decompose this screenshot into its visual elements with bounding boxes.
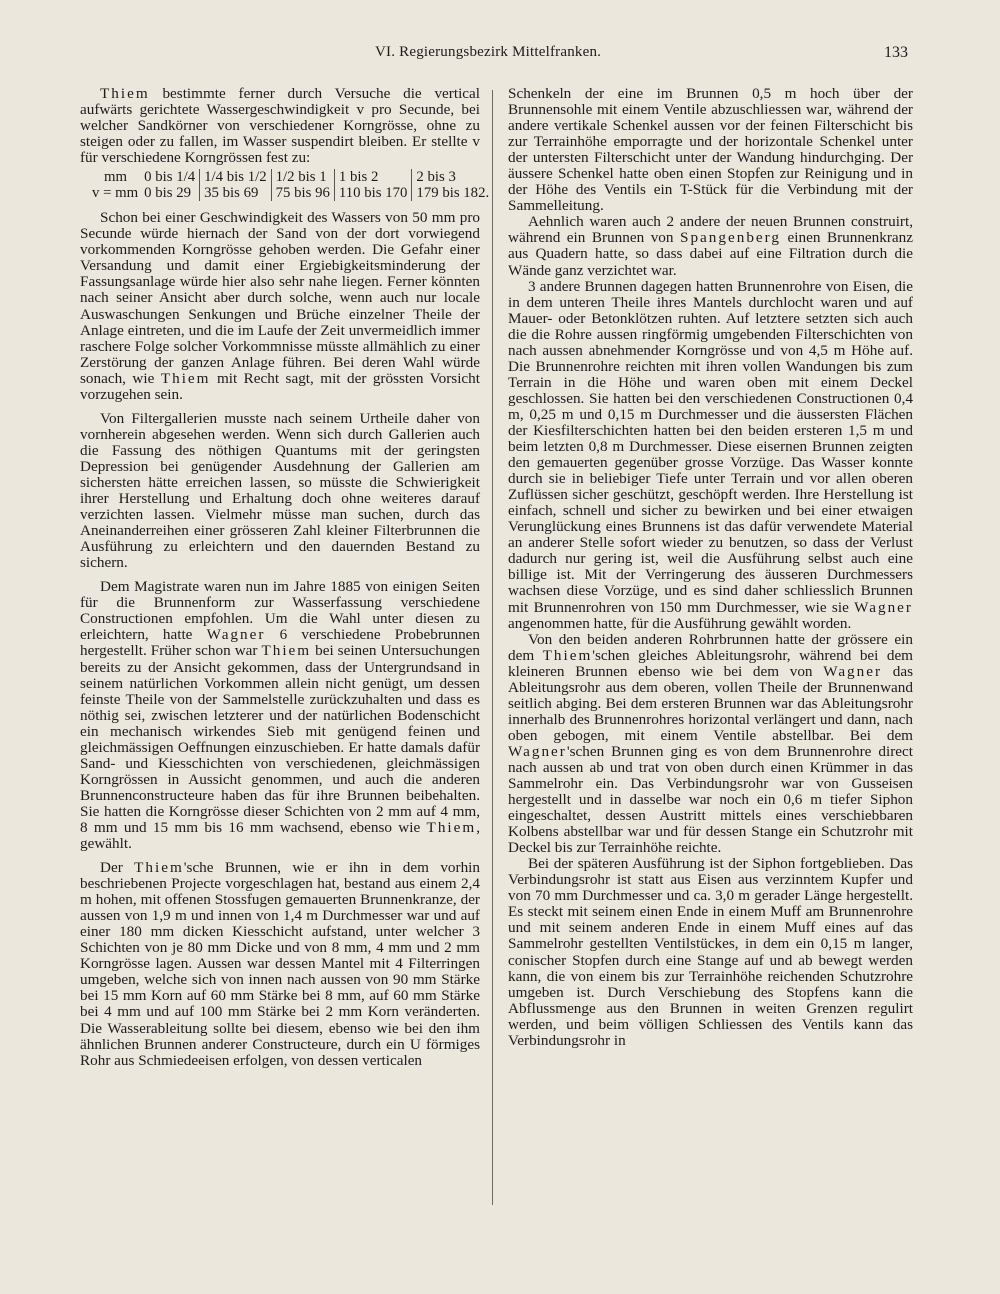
paragraph-schenkel: Schenkeln der eine im Brunnen 0,5 m hoch über der Brunnensohle mit einem Ventile abzuschliessen war, während der andere vertikale Schenkel aussen vor der feinen Filterschicht bis zur Terrainhöhe emporragte und der horizontale Schenkel unter der untersten Filterschicht unter der Wandung hindurchging. Der äussere Schenkel hatte oben einen Stopfen zur Reinigung und in der Höhe des Ventils ein T-Stück für die Verbindung mit der Sammelleitung. xyxy=(508,85,913,215)
author-name-thiem: Thiem xyxy=(542,646,593,664)
paragraph-text: 'schen Brunnen ging es von dem Brunnenrohre direct nach aussen ab und trat von oben durch einen Krümmer in das Sammelrohr ein. Das Verbindungsrohr war von Gusseisen hergestellt und in dasselbe war noch ein 0,6 m tiefer Siphon eingeschaltet, dessen Austritt mittels eines verschiebbaren Kolbens abstellbar war und für dessen Stange ein Schutzrohr mit Deckel bis zur Terrainhöhe reichte. xyxy=(508,742,913,857)
author-name-wagner: Wagner xyxy=(823,662,883,680)
table-cell: 1 bis 2 xyxy=(334,169,412,185)
table-row xyxy=(80,185,493,201)
paragraph-text: 'sche Brunnen, wie er ihn in dem vorhin beschriebenen Projecte vorgeschlagen hat, bestand aus einem 2,4 m hohen, mit offenen Stossfugen gemauerten Brunnenkranze, der aussen von 1,9 m und innen von 1,4 m Durchmesser war und auf einer 180 mm dicken Kiesschicht aufstand, unter welcher 3 Schichten von je 80 mm Dicke und von 8 mm, 4 mm und 2 mm Korngrösse lagen. Aussen war dessen Mantel mit 4 Filterringen umgeben, welche sich von innen nach aussen von 90 mm Stärke bei 15 mm Korn auf 60 mm Stärke bei 8 mm, auf 60 mm Stärke bei 4 mm und auf 100 mm Stärke bei 2 mm Korn veränderten. Die Wasserableitung sollte bei diesem, ebenso wie bei den ihm ähnlichen Brunnen anderer Constructeure, durch ein U förmiges Rohr aus Schmiedeeisen erfolgen, von dessen verticalen xyxy=(80,859,480,1069)
paragraph-text: bestimmte ferner durch Versuche die vertical aufwärts gerichtete Wassergeschwindigkeit v pro Secunde, bei welcher Sandkörner von verschiedener Korngrösse, ohne zu steigen oder zu fallen, im Wasser suspendirt bleiben. Er stellte v für verschiedene Korngrössen fest zu: xyxy=(80,85,480,167)
paragraph-text: Aehnlich waren auch 2 andere der neuen Brunnen construirt, während ein Brunnen von xyxy=(508,213,913,247)
paragraph-magistrate xyxy=(80,579,480,852)
row-label-grain-size: mm xyxy=(104,169,128,186)
paragraph-text: 3 andere Brunnen dagegen hatten Brunnenrohre von Eisen, die in dem unteren Theile ihres Mantels durchlocht waren und auf Mauer- oder Betonklötzen ruhten. Auf letztere setzten sich auch die die Rohre aussen ringförmig umgebenden Filterschichten von nach aussen abnehmender Korngrösse und von 4,5 m Höhe auf. Die Brunnenrohre reichten mit ihren vollen Wandungen bis zum Terrain in die Höhe und waren oben mit einem Deckel geschlossen. Sie hatten bei den verschiedenen Constructionen 0,4 m, 0,25 m und 0,15 m Durchmesser und die äussersten Flächen der Kiesfilterschichten hatten bei den beiden ersteren 1,5 m und beim letzten 0,8 m Durchmesser. Diese eisernen Brunnen zeigten den gemauerten gegenüber grosse Vorzüge. Das Wasser konnte durch sie in beliebiger Tiefe unter Terrain und vor allen oberen Zuflüssen sicher geschützt, geschöpft werden. Ihre Herstellung ist einfach, schnell und sicher zu bewirken und bei einer etwaigen Verunglückung eines Brunnens ist das dafür verwendete Material an anderer Stelle sofort wieder zu benutzen, so dass der Verlust dadurch nur gering ist, weil die Ausführung selbst auch eine billige ist. Mit der Verringerung des äusseren Durchmessers wachsen diese Vorzüge, und es sind daher schliesslich Brunnen mit Brunnenrohren von 150 mm Durchmesser, wie sie xyxy=(508,277,913,616)
author-name-spangenberg: Spangenberg xyxy=(680,229,782,247)
paragraph-eiserne-brunnen xyxy=(508,279,913,632)
author-name-thiem: Thiem xyxy=(100,85,150,102)
paragraph-text: Der xyxy=(100,859,135,877)
author-name-thiem: Thiem xyxy=(134,859,184,877)
table-cell: 179 bis 182. xyxy=(416,185,490,202)
table-cell: 2 bis 3 xyxy=(416,169,456,186)
row-label-velocity: v = mm xyxy=(92,185,139,202)
paragraph-filtergallerien: Von Filtergallerien musste nach seinem Urtheile daher von vornherein abgesehen werden. Wenn sich durch Gallerien auch die Fassung des nöthigen Quantums mit der geringsten Depression bei genügender Ausdehnung der Gallerien am sichersten hätte erreichen lassen, so müsste die Schwierigkeit ihrer Herstellung und Erhaltung doch ohne weiteres darauf verzichten lassen. Vielmehr müsse man suchen, durch das Aneinanderreihen einer grösseren Zahl kleiner Filterbrunnen die Ausführung zu erleichtern und den dauernden Bestand zu sichern. xyxy=(80,409,480,572)
paragraph-text: Schon bei einer Geschwindigkeit des Wassers von 50 mm pro Secunde würde hiernach der Sand von der dort vorwiegend vorkommenden Korngrösse gehoben werden. Die Gefahr einer Versandung und damit einer Ergiebigkeitsminderung der Fassungsanlage würde hier also sehr nahe liegen. Ferner könnten nach seiner Ansicht aber durch solche, wenn auch nur locale Auswaschungen Senkungen und Brüche einzelner Theile der Anlage eintreten, und die im Laufe der Zeit unvermeidlich immer raschere Folge solcher Vorkommnisse müsste allmählich zu einer Zerstörung der ganzen Anlage führen. Bei deren Wahl würde sonach, wie xyxy=(80,209,480,387)
paragraph-siphon: Bei der späteren Ausführung ist der Siphon fortgeblieben. Das Verbindungsrohr ist statt aus Eisen aus verzinntem Kupfer und von 70 mm Durchmesser und ca. 3,0 m gerader Länge hergestellt. Es steckt mit seinem einen Ende in einem Muff am Brunnenrohre und mit seinem anderen Ende in einem Muff eines auf das Sammelrohr gestellten Ventilstückes, in dem ein 0,15 m langer, conischer Stopfen durch eine Stange auf und ab bewegt werden kann, die von einem bis zur Terrainhöhe reichenden Schutzrohre umgeben ist. Durch Verschiebung des Stopfens kann die Abflussmenge aus den Brunnen in weiten Grenzen regulirt werden, und beim völligen Schliessen des Ventils kann das Verbindungsrohr in xyxy=(508,855,913,1049)
table-cell: 1/4 bis 1/2 xyxy=(200,169,271,185)
paragraph-text: 6 verschiedene Probebrunnen hergestellt. Früher schon war xyxy=(80,626,480,660)
author-name-wagner: Wagner xyxy=(206,626,266,644)
paragraph-thiem-brunnen xyxy=(80,860,480,1069)
author-name-wagner: Wagner xyxy=(854,598,913,616)
paragraph-text: 'schen gleiches Ableitungsrohr, während bei dem kleineren Brunnen ebenso wie bei dem von xyxy=(508,646,913,680)
paragraph-text: bei seinen Untersuchungen bereits zu der Ansicht gekommen, dass der Untergrundsand in seinem natürlichen Vorkommen allein nicht genügt, um dessen feinste Theile von der Sammelstelle zurückzuhalten und dass es nöthig sei, zwischen letzterer und der natürlichen Bodenschicht ein mechanisch wirkendes Sieb mit genügend feinen und gleichmässigen Oeffnungen einzuschieben. Er hatte damals dafür Sand- und Kiesschichten von verschiedenen, gleichmässigen Korngrössen in Aussicht genommen, und auch die anderen Brunnenconstructeure haben das für ihre Brunnen beibehalten. Sie hatten die Korngrösse dieser Schichten von 2 mm auf 4 mm, 8 mm und 15 mm bis 16 mm wachsend, ebenso wie xyxy=(80,642,481,836)
table-row xyxy=(80,169,493,185)
paragraph-rohrbrunnen xyxy=(508,632,913,857)
paragraph-text: , gewählt. xyxy=(80,818,480,853)
page-number: 133 xyxy=(884,44,908,61)
column-divider xyxy=(492,90,493,1205)
paragraph-thiem-velocity xyxy=(80,86,480,166)
paragraph-text: einen Brunnenkranz aus Quadern hatte, so dass dabei auf eine Filtration durch die Wände ganz verzichtet war. xyxy=(508,229,913,279)
table-cell: 1/2 bis 1 xyxy=(271,169,334,185)
table-cell: 75 bis 96 xyxy=(271,185,334,201)
table-cell: 110 bis 170 xyxy=(334,185,412,201)
paragraph-versandung xyxy=(80,210,480,403)
right-column xyxy=(508,86,913,1049)
author-name-thiem: Thiem xyxy=(160,369,211,387)
paragraph-text: Dem Magistrate waren nun im Jahre 1885 von einigen Seiten für die Brunnenform zur Wasserfassung verschiedene Constructionen empfohlen. Um die Wahl unter diesen zu erleichtern, hatte xyxy=(80,578,480,644)
author-name-thiem: Thiem xyxy=(426,818,477,836)
grain-size-velocity-table xyxy=(80,169,493,201)
left-column xyxy=(80,85,490,1069)
author-name-wagner: Wagner xyxy=(508,742,567,760)
paragraph-text: das Ableitungsrohr aus dem oberen, vollen Theile der Brunnenwand seitlich abging. Bei dem ersteren Brunnen war das Ableitungsrohr innerhalb des Brunnenrohres horizontal verlängert und dann, nach oben gebogen, mit einem Ventile abstellbar. Bei dem xyxy=(508,662,913,744)
paragraph-text: Von den beiden anderen Rohrbrunnen hatte der grössere ein dem xyxy=(508,630,913,664)
table-cell: 0 bis 29 xyxy=(140,185,199,201)
paragraph-text: mit Recht sagt, mit der grössten Vorsicht vorzugehen sein. xyxy=(80,369,480,403)
table-cell: 35 bis 69 xyxy=(200,185,271,201)
chapter-heading: VI. Regierungsbezirk Mittelfranken. xyxy=(375,44,602,60)
running-head xyxy=(0,44,1000,68)
table-cell: 0 bis 1/4 xyxy=(140,169,199,185)
paragraph-text: angenommen hatte, für die Ausführung gewählt worden. xyxy=(508,614,852,632)
author-name-thiem: Thiem xyxy=(261,642,312,660)
paragraph-aehnlich xyxy=(508,214,913,278)
